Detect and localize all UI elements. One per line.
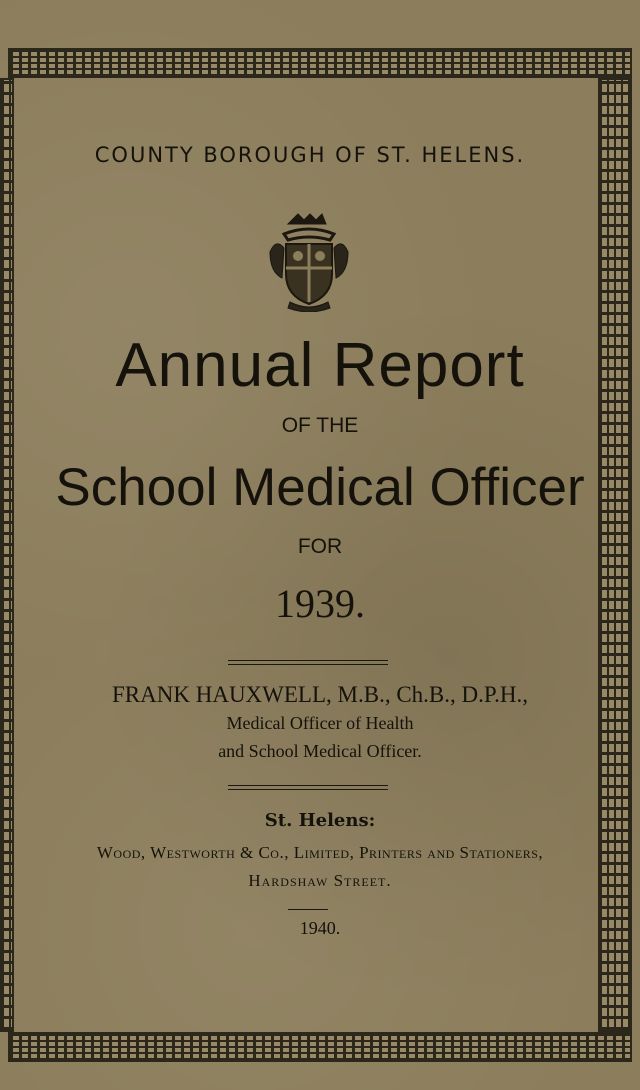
celtic-knot-border-left-icon [0,78,14,1032]
author-role-line1: Medical Officer of Health [226,713,414,733]
report-for-label: FOR [297,535,343,558]
divider-rule [228,660,388,665]
author-name: FRANK HAUXWELL, M.B., Ch.B., D.P.H., [112,682,528,707]
report-year: 1939. [275,581,365,626]
report-title-connector: OF THE [281,414,359,437]
report-title: Annual Report [115,331,525,400]
publication-year: 1940. [299,918,341,938]
author-role-line2: and School Medical Officer. [218,741,422,761]
divider-rule [228,785,388,790]
short-divider-rule [288,909,328,911]
printer-name: Wood, Westworth & Co., Limited, Printers and Stationers, [96,843,544,862]
coat-of-arms-icon [262,212,356,312]
borough-header: COUNTY BOROUGH OF ST. HELENS. [94,143,526,167]
publication-place: St. Helens: [264,810,376,831]
report-subject: School Medical Officer [55,458,585,517]
printer-address: Hardshaw Street. [248,871,392,890]
celtic-knot-border-top-icon [8,48,632,78]
celtic-knot-border-bottom-icon [8,1032,632,1062]
